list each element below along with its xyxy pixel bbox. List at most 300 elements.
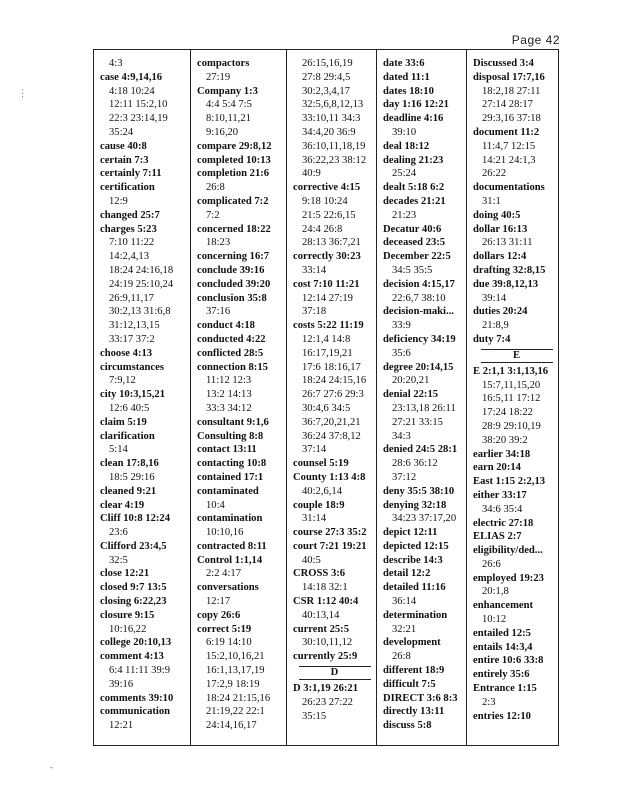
index-entry [383, 567, 466, 581]
index-term: charges 5:23 [100, 223, 157, 235]
index-term: course 27:3 35:2 [293, 527, 367, 539]
page-line-refs: 35:6 [392, 347, 411, 359]
index-term: dollar 16:13 [473, 223, 528, 235]
page-line-refs: 12:9 [109, 195, 128, 207]
index-term: conclude 39:16 [197, 264, 265, 276]
index-entry [383, 154, 466, 182]
index-entry [293, 57, 376, 181]
index-term: conversations [197, 582, 259, 594]
index-entry [197, 430, 286, 444]
index-term: Cliff 10:8 12:24 [100, 513, 171, 525]
page-line-refs: 35:15 [302, 710, 327, 722]
index-entry [100, 692, 190, 706]
index-term: directly 13:11 [383, 706, 445, 718]
index-term: denial 22:15 [383, 389, 439, 401]
index-term: contracted 8:11 [197, 540, 267, 552]
index-term: complicated 7:2 [197, 195, 269, 207]
index-term: denying 32:18 [383, 499, 447, 511]
index-column-1 [94, 50, 190, 745]
index-term: Clifford 23:4,5 [100, 540, 167, 552]
index-term: December 22:5 [383, 251, 451, 263]
page-line-refs: 26:9,11,17 [109, 292, 154, 304]
index-term: certification [100, 182, 155, 194]
page-line-refs: 33:9 [392, 320, 411, 332]
index-term: certain 7:3 [100, 154, 149, 166]
index-entry [473, 250, 560, 264]
page-line-refs: 26:22 [482, 168, 507, 180]
page-line-refs: 40:5 [302, 554, 321, 566]
index-column-4 [376, 50, 466, 745]
index-term: closed 9:7 13:5 [100, 582, 167, 594]
index-entry [383, 333, 466, 361]
page-line-refs: 11:12 12:3 [206, 375, 252, 387]
scan-speck: ⋮ [18, 88, 27, 98]
index-entry [383, 443, 466, 484]
index-term: communication [100, 706, 171, 718]
index-entry [383, 499, 466, 527]
page-line-refs: 31:14 [302, 513, 327, 525]
index-entry [197, 140, 286, 154]
page-line-refs: 26:8 [206, 182, 225, 194]
page-line-refs: 29:3,16 37:18 [482, 113, 541, 125]
index-term: depicted 12:15 [383, 540, 449, 552]
index-entry [100, 636, 190, 650]
index-entry [473, 530, 560, 544]
index-entry [383, 540, 466, 554]
index-entry [197, 57, 286, 85]
index-entry [383, 636, 466, 664]
index-entry [473, 126, 560, 181]
index-entry [473, 489, 560, 517]
index-entry [197, 609, 286, 623]
page-line-refs: 33:10,11 34:3 [302, 113, 361, 125]
page-line-refs: 2:2 4:17 [206, 568, 242, 580]
index-entry [293, 540, 376, 568]
index-term: document 11:2 [473, 126, 540, 138]
index-term: deficiency 34:19 [383, 333, 456, 345]
index-entry [293, 278, 376, 319]
index-term: difficult 7:5 [383, 678, 436, 690]
page-line-refs: 10:12 [482, 614, 507, 626]
index-entry [383, 705, 466, 719]
index-entry [100, 167, 190, 181]
index-entry [100, 140, 190, 154]
index-entry [197, 554, 286, 582]
index-entry [100, 650, 190, 691]
index-term: dealt 5:18 6:2 [383, 182, 445, 194]
page-line-refs: 12:6 40:5 [109, 402, 150, 414]
index-entry [197, 471, 286, 485]
page-line-refs: 10:4 [206, 499, 225, 511]
page-line-refs: 36:10,11,18,19 [302, 140, 366, 152]
page-line-refs: 37:12 [392, 471, 417, 483]
index-term: closing 6:22,23 [100, 596, 167, 608]
page-line-refs: 32:21 [392, 623, 417, 635]
index-entry [197, 264, 286, 278]
index-entry [100, 57, 190, 71]
index-entry [383, 609, 466, 637]
index-term: detail 12:2 [383, 568, 431, 580]
page-line-refs: 23:13,18 26:11 [392, 402, 456, 414]
index-entry [383, 85, 466, 99]
index-term: compare 29:8,12 [197, 140, 272, 152]
index-term: compactors [197, 58, 250, 69]
page-line-refs: 22:3 23:14,19 [109, 113, 168, 125]
page-line-refs: 27:21 33:15 [392, 416, 443, 428]
index-term: contamination [197, 513, 263, 525]
page-line-refs: 37:18 [302, 306, 327, 318]
index-term: development [383, 637, 441, 649]
page-line-refs: 14:18 32:1 [302, 582, 348, 594]
index-entry [100, 457, 190, 485]
index-term: entirely 35:6 [473, 669, 530, 681]
page-line-refs: 36:24 37:8,12 [302, 430, 361, 442]
index-term: counsel 5:19 [293, 458, 349, 470]
index-term: entails 14:3,4 [473, 641, 533, 653]
index-entry [197, 319, 286, 333]
index-entry [100, 540, 190, 568]
index-entry [383, 388, 466, 443]
index-term: comment 4:13 [100, 651, 164, 663]
index-entry [100, 512, 190, 540]
page-line-refs: 34:5 35:5 [392, 264, 433, 276]
index-entry [383, 57, 466, 71]
page-line-refs: 4:18 10:24 [109, 85, 155, 97]
page-line-refs: 16:5,11 17:12 [482, 393, 541, 405]
index-term: depict 12:11 [383, 527, 438, 539]
page-line-refs: 21:19,22 22:1 [206, 706, 265, 718]
page-line-refs: 17:24 18:22 [482, 407, 533, 419]
page-line-refs: 7:10 11:22 [109, 237, 155, 249]
page-line-refs: 40:2,6,14 [302, 485, 343, 497]
page-line-refs: 26:8 [392, 651, 411, 663]
page-line-refs: 30:4,6 34:5 [302, 402, 351, 414]
index-term: couple 18:9 [293, 499, 345, 511]
index-term: duties 20:24 [473, 306, 528, 318]
page-line-refs: 12:17 [206, 596, 231, 608]
index-term: DIRECT 3:6 8:3 [383, 692, 458, 704]
index-entry [197, 278, 286, 292]
index-term: earn 20:14 [473, 462, 521, 474]
index-entry [100, 416, 190, 430]
page-line-refs: 39:16 [109, 678, 134, 690]
page-line-refs: 20:1,8 [482, 586, 509, 598]
index-term: correctly 30:23 [293, 251, 361, 263]
index-entry [383, 112, 466, 140]
index-term: cleaned 9:21 [100, 485, 157, 497]
index-term: entire 10:6 33:8 [473, 655, 544, 667]
index-entry [473, 517, 560, 531]
page-line-refs: 31:1 [482, 195, 501, 207]
index-entry [197, 581, 286, 609]
page-line-refs: 17:6 18:16,17 [302, 361, 361, 373]
index-entry [100, 499, 190, 513]
index-entry [383, 581, 466, 609]
index-term: determination [383, 609, 448, 621]
page-line-refs: 12:14 27:19 [302, 292, 353, 304]
index-entry [197, 540, 286, 554]
index-entry [197, 347, 286, 361]
page-line-refs: 24:14,16,17 [206, 720, 257, 732]
index-entry [197, 361, 286, 416]
index-entry [197, 333, 286, 347]
page-line-refs: 34:4,20 36:9 [302, 126, 356, 138]
page-line-refs: 10:16,22 [109, 623, 147, 635]
index-entry [100, 181, 190, 209]
index-term: certainly 7:11 [100, 168, 162, 180]
page-line-refs: 16:17,19,21 [302, 347, 353, 359]
index-entry [197, 416, 286, 430]
index-entry [383, 223, 466, 237]
index-entry [473, 57, 560, 71]
page-line-refs: 18:2,18 27:11 [482, 85, 541, 97]
index-entry [293, 457, 376, 471]
page-line-refs: 26:15,16,19 [302, 58, 353, 69]
index-term: conduct 4:18 [197, 320, 255, 332]
index-term: connection 8:15 [197, 361, 268, 373]
index-term: comments 39:10 [100, 692, 174, 704]
page-line-refs: 26:23 27:22 [302, 696, 353, 708]
index-term: consultant 9:1,6 [197, 416, 269, 428]
index-entry [293, 250, 376, 278]
index-term: different 18:9 [383, 665, 445, 677]
page-line-refs: 32:5,6,8,12,13 [302, 99, 364, 111]
index-term: circumstances [100, 361, 164, 373]
index-term: Control 1:1,14 [197, 554, 263, 566]
page-line-refs: 34:23 37:17,20 [392, 513, 457, 525]
page-line-refs: 36:22,23 38:12 [302, 154, 367, 166]
index-term: copy 26:6 [197, 609, 241, 621]
index-entry [383, 719, 466, 733]
index-entry [473, 365, 560, 448]
index-entry [473, 544, 560, 572]
index-entry [383, 181, 466, 195]
index-term: closure 9:15 [100, 609, 155, 621]
index-term: deal 18:12 [383, 140, 430, 152]
page-line-refs: 9:16,20 [206, 126, 239, 138]
index-entry [383, 678, 466, 692]
index-entry [383, 305, 466, 333]
page-line-refs: 18:24 24:15,16 [302, 375, 367, 387]
index-term: cost 7:10 11:21 [293, 278, 360, 290]
index-term: completion 21:6 [197, 168, 270, 180]
index-term: deadline 4:16 [383, 113, 444, 125]
index-term: choose 4:13 [100, 347, 153, 359]
page-line-refs: 35:24 [109, 126, 134, 138]
index-entry [100, 485, 190, 499]
index-term: Decatur 40:6 [383, 223, 442, 235]
index-entry [293, 181, 376, 250]
index-entry [197, 154, 286, 168]
page-line-refs: 39:14 [482, 292, 507, 304]
index-term: CSR 1:12 40:4 [293, 596, 359, 608]
index-entry [383, 554, 466, 568]
index-entry [197, 443, 286, 457]
page-line-refs: 40:13,14 [302, 609, 340, 621]
page-line-refs: 28:13 36:7,21 [302, 237, 361, 249]
page-line-refs: 15:7,11,15,20 [482, 379, 541, 391]
page-line-refs: 14:21 24:1,3 [482, 154, 536, 166]
index-entry [293, 650, 376, 664]
index-term: court 7:21 19:21 [293, 540, 367, 552]
index-entry [197, 223, 286, 251]
index-term: close 12:21 [100, 568, 150, 580]
index-term: day 1:16 12:21 [383, 99, 449, 111]
index-term: dollars 12:4 [473, 251, 527, 263]
index-term: due 39:8,12,13 [473, 278, 539, 290]
index-entry [473, 71, 560, 126]
index-term: degree 20:14,15 [383, 361, 454, 373]
page-line-refs: 30:2,13 31:6,8 [109, 306, 171, 318]
index-entry [473, 710, 560, 724]
index-term: E 2:1,1 3:1,13,16 [473, 365, 549, 377]
index-entry [473, 682, 560, 710]
index-term: electric 27:18 [473, 517, 534, 529]
page-line-refs: 26:13 31:11 [482, 237, 533, 249]
page-line-refs: 34:6 35:4 [482, 503, 523, 515]
page-line-refs: 13:2 14:13 [206, 389, 252, 401]
index-term: eligibility/ded... [473, 545, 543, 557]
index-term: Consulting 8:8 [197, 430, 264, 442]
page-line-refs: 28:9 29:10,19 [482, 420, 541, 432]
index-term: decades 21:21 [383, 195, 446, 207]
scan-speck: - [50, 762, 53, 772]
index-letter-heading [293, 666, 376, 680]
index-entry [473, 572, 560, 600]
index-entry [293, 319, 376, 457]
index-term: Entrance 1:15 [473, 683, 537, 695]
page-line-refs: 21:8,9 [482, 320, 509, 332]
index-letter: E [481, 349, 553, 363]
index-entry [383, 71, 466, 85]
page-line-refs: 16:1,13,17,19 [206, 665, 265, 677]
index-term: duty 7:4 [473, 333, 511, 345]
index-entry [473, 654, 560, 668]
page-line-refs: 11:4,7 12:15 [482, 140, 536, 152]
page-line-refs: 23:6 [109, 527, 128, 539]
index-entry [473, 475, 560, 489]
index-entry [293, 471, 376, 499]
page-line-refs: 21:23 [392, 209, 417, 221]
page-line-refs: 36:7,20,21,21 [302, 416, 361, 428]
index-term: concerning 16:7 [197, 251, 270, 263]
index-term: contact 13:11 [197, 444, 257, 456]
page-line-refs: 31:12,13,15 [109, 320, 160, 332]
index-column-5 [466, 50, 560, 745]
index-entry [100, 71, 190, 140]
index-term: conclusion 35:8 [197, 292, 267, 304]
index-term: contacting 10:8 [197, 458, 267, 470]
index-entry [473, 181, 560, 209]
index-entry [473, 461, 560, 475]
page-line-refs: 17:2,9 18:19 [206, 678, 260, 690]
page-line-refs: 5:14 [109, 444, 128, 456]
index-entry [197, 250, 286, 264]
index-term: County 1:13 4:8 [293, 471, 366, 483]
index-term: correct 5:19 [197, 623, 252, 635]
index-entry [473, 668, 560, 682]
index-term: drafting 32:8,15 [473, 264, 546, 276]
index-entry [197, 457, 286, 471]
index-term: either 33:17 [473, 489, 527, 501]
index-term: denied 24:5 28:1 [383, 444, 458, 456]
page-line-refs: 24:19 25:10,24 [109, 278, 174, 290]
index-entry [100, 347, 190, 361]
index-term: clarification [100, 430, 155, 442]
index-entry [473, 448, 560, 462]
index-term: decision-maki... [383, 306, 454, 318]
index-term: enhancement [473, 600, 534, 612]
index-term: college 20:10,13 [100, 637, 172, 649]
index-entry [473, 264, 560, 278]
index-entry [383, 236, 466, 250]
page-line-refs: 39:10 [392, 126, 417, 138]
index-term: dated 11:1 [383, 71, 430, 83]
index-entry [100, 361, 190, 389]
page-line-refs: 25:24 [392, 168, 417, 180]
index-entry [383, 278, 466, 306]
page-line-refs: 33:14 [302, 264, 327, 276]
index-term: East 1:15 2:2,13 [473, 476, 546, 488]
index-term: concluded 39:20 [197, 278, 271, 290]
page-line-refs: 21:5 22:6,15 [302, 209, 356, 221]
index-entry [100, 430, 190, 458]
index-term: clear 4:19 [100, 499, 145, 511]
index-letter-heading [473, 349, 560, 363]
page-line-refs: 12:11 15:2,10 [109, 99, 168, 111]
index-letter: D [299, 666, 371, 680]
word-index-table [93, 49, 559, 746]
page-line-refs: 18:5 29:16 [109, 471, 155, 483]
index-entry [383, 140, 466, 154]
index-entry [383, 664, 466, 678]
index-entry [197, 292, 286, 320]
index-column-2 [190, 50, 286, 745]
page-line-refs: 14:2,4,13 [109, 251, 150, 263]
page-line-refs: 18:24 21:15,16 [206, 692, 271, 704]
index-entry [473, 641, 560, 655]
page-line-refs: 12:1,4 14:8 [302, 333, 351, 345]
index-term: D 3:1,19 26:21 [293, 683, 359, 695]
index-term: contained 17:1 [197, 471, 264, 483]
page-line-refs: 9:18 10:24 [302, 195, 348, 207]
index-entry [473, 209, 560, 223]
index-term: earlier 34:18 [473, 448, 531, 460]
page-line-refs: 8:10,11,21 [206, 113, 251, 125]
index-term: decision 4:15,17 [383, 278, 455, 290]
index-entry [197, 85, 286, 140]
page-line-refs: 36:14 [392, 596, 417, 608]
index-term: current 25:5 [293, 623, 349, 635]
index-entry [383, 195, 466, 223]
index-entry [100, 209, 190, 223]
page-line-refs: 12:21 [109, 720, 134, 732]
page-line-refs: 33:3 34:12 [206, 402, 252, 414]
index-entry [383, 361, 466, 389]
page-line-refs: 7:2 [206, 209, 220, 221]
index-term: contaminated [197, 485, 259, 497]
index-term: city 10:3,15,21 [100, 389, 166, 401]
index-entry [293, 567, 376, 595]
index-entry [100, 388, 190, 416]
index-entry [473, 627, 560, 641]
index-term: conflicted 28:5 [197, 347, 264, 359]
index-entry [293, 499, 376, 527]
index-term: entries 12:10 [473, 710, 531, 722]
page-line-refs: 33:17 37:2 [109, 333, 155, 345]
page-line-refs: 2:3 [482, 696, 496, 708]
index-term: date 33:6 [383, 58, 425, 69]
